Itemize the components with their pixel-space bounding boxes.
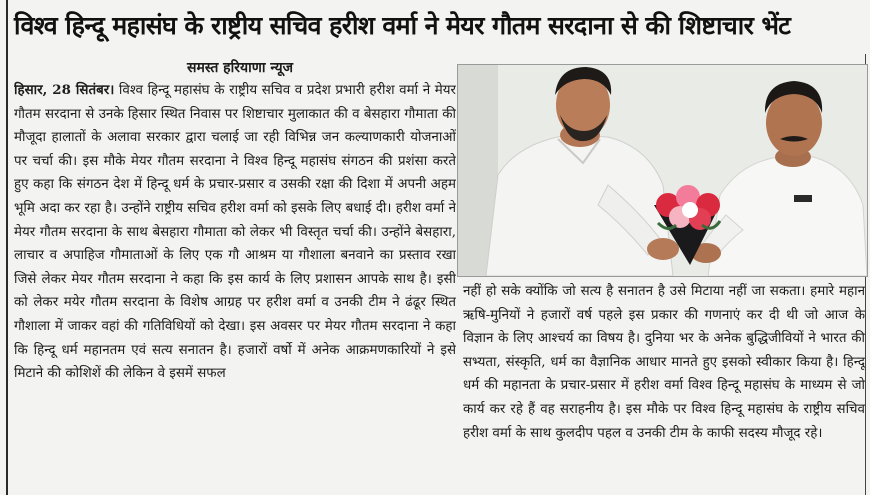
article-body-left-column xyxy=(14,79,456,495)
left-man-hand xyxy=(647,238,679,260)
article-photo-illustration xyxy=(458,65,867,276)
article-byline: समस्त हरियाणा न्यूज xyxy=(187,60,293,76)
bouquet-flower xyxy=(682,202,698,218)
right-man-pocket-pen xyxy=(794,195,812,202)
article-body-left-text: विश्व हिन्दू महासंघ के राष्ट्रीय सचिव व प्रदेश प्रभारी हरीश वर्मा ने मेयर गौतम सरदाना से उनके हिसार स्थित निवास पर शिष्टाचार मुलाकात की व बेसहारा गौमाता की मौजूदा हालातों के अलावा सरकार द्वारा चलाई जा रही विभिन्न जन कल्याणकारी योजनाओं पर चर्चा की। इस मौके मेयर गौतम सरदाना ने विश्व हिन्दू महासंघ संगठन की प्रशंसा करते हुए कहा कि संगठन देश में हिन्दू धर्म के प्रचार-प्रसार व उसकी रक्षा की दिशा में अपनी अहम भूमि अदा कर रहा है। उन्होंने राष्ट्रीय सचिव हरीश वर्मा को इसके लिए बधाई दी। हरीश वर्मा ने मेयर गौतम सरदाना के साथ बेसहारा गौमाता को लेकर भी विस्तृत चर्चा की। उन्होंने बेसहारा, लाचार व अपाहिज गौमाताओं के लिए एक गौ आश्रम या गौशाला बनवाने का प्रस्ताव रखा जिसे लेकर मेयर गौतम सरदाना ने कहा कि इस कार्य के लिए प्रशासन आपके साथ है। इसी को लेकर मयेर गौतम सरदाना के विशेष आग्रह पर हरीश वर्मा व उनकी टीम ने ढंढूर स्थित गौशाला में जाकर वहां की गतिविधियों को देखा। इस अवसर पर मेयर गौतम सरदाना ने कहा कि हिन्दू धर्म महानतम एवं सत्य सनातन है। हजारों वर्षो में अनेक आक्रमणकारियों ने इसे मिटाने की कोशिशें की लेकिन वे इसमें सफल xyxy=(14,83,456,382)
article-body-right-column xyxy=(463,280,865,495)
article-dateline: हिसार, 28 सितंबर। xyxy=(14,82,115,98)
article-photo xyxy=(457,64,868,277)
left-column-rule xyxy=(6,0,8,495)
article-headline: विश्व हिन्दू महासंघ के राष्ट्रीय सचिव हरीश वर्मा ने मेयर गौतम सरदाना से की शिष्टाचार भेंट xyxy=(14,11,791,40)
article-body-right-text: नहीं हो सके क्योंकि जो सत्य है सनातन है उसे मिटाया नहीं जा सकता। हमारे महान ऋषि-मुनियों ने हजारों वर्ष पहले इस प्रकार की गणनाएं कर दी थी जो आज के विज्ञान के लिए आश्चर्य का विषय है। दुनिया भर के अनेक बुद्धिजीवियों ने भारत की सभ्यता, संस्कृति, धर्म का वैज्ञानिक आधार मानते हुए इसको स्वीकार किया है। हिन्दू धर्म की महानता के प्रचार-प्रसार में हरीश वर्मा विश्व हिन्दू महासंघ के माध्यम से जो कार्य कर रहे हैं वह सराहनीय है। इस मौके पर विश्व हिन्दू महासंघ के राष्ट्रीय सचिव हरीश वर्मा के साथ कुलदीप पहल व उनकी टीम के काफी सदस्य मौजूद रहे। xyxy=(463,284,865,441)
